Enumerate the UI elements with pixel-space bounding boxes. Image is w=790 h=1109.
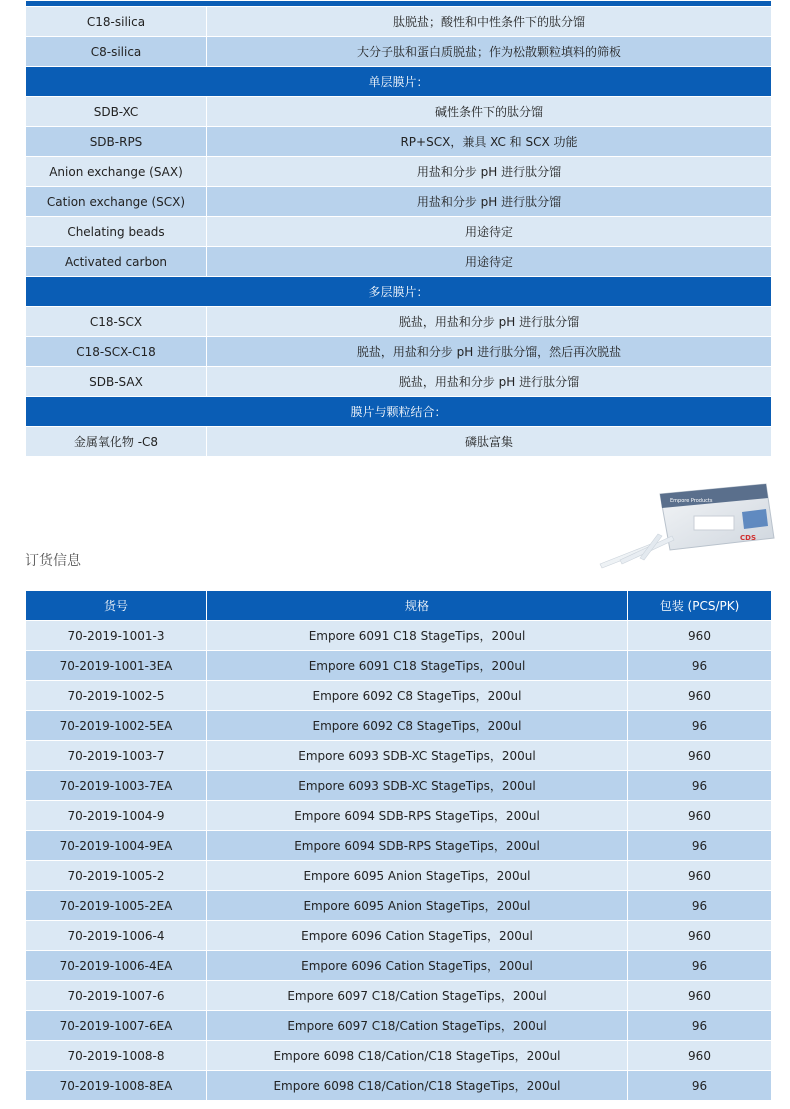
section-header-row (26, 67, 772, 97)
membrane-application: 用盐和分步 pH 进行肽分馏 (207, 157, 772, 187)
part-number-cell: 70-2019-1005-2EA (26, 891, 207, 921)
header-specification: 规格 (207, 591, 628, 621)
membrane-type: C18-SCX-C18 (26, 337, 207, 367)
section-header-row (26, 277, 772, 307)
membrane-application: 脱盐，用盐和分步 pH 进行肽分馏 (207, 367, 772, 397)
part-number-cell: 70-2019-1008-8EA (26, 1071, 207, 1101)
package-cell: 960 (628, 681, 772, 711)
package-cell: 960 (628, 861, 772, 891)
package-cell: 96 (628, 951, 772, 981)
package-cell: 96 (628, 891, 772, 921)
membrane-application: 大分子肽和蛋白质脱盐；作为松散颗粒填料的筛板 (207, 37, 772, 67)
membrane-type: SDB-RPS (26, 127, 207, 157)
membrane-application: RP+SCX，兼具 XC 和 SCX 功能 (207, 127, 772, 157)
package-cell: 96 (628, 711, 772, 741)
table-row (26, 187, 772, 217)
membrane-application: 用盐和分步 pH 进行肽分馏 (207, 187, 772, 217)
membrane-type: Cation exchange (SCX) (26, 187, 207, 217)
part-number-cell: 70-2019-1001-3 (26, 621, 207, 651)
specification-cell: Empore 6093 SDB-XC StageTips，200ul (207, 771, 628, 801)
part-number-cell: 70-2019-1002-5EA (26, 711, 207, 741)
package-cell: 960 (628, 621, 772, 651)
package-cell: 960 (628, 1041, 772, 1071)
table-row (26, 367, 772, 397)
membrane-type: SDB-SAX (26, 367, 207, 397)
part-number-cell: 70-2019-1005-2 (26, 861, 207, 891)
part-number-cell: 70-2019-1003-7 (26, 741, 207, 771)
membrane-application: 磷肽富集 (207, 427, 772, 457)
membrane-application: 碱性条件下的肽分馏 (207, 97, 772, 127)
header-part-number: 货号 (26, 591, 207, 621)
order-table-header (26, 591, 772, 621)
table-row (26, 307, 772, 337)
part-number-cell: 70-2019-1007-6EA (26, 1011, 207, 1041)
product-box-image (598, 476, 778, 586)
part-number-cell: 70-2019-1003-7EA (26, 771, 207, 801)
table-row (26, 921, 772, 951)
table-row (26, 801, 772, 831)
part-number-cell: 70-2019-1001-3EA (26, 651, 207, 681)
package-cell: 960 (628, 801, 772, 831)
table-row (26, 711, 772, 741)
specification-cell: Empore 6095 Anion StageTips，200ul (207, 861, 628, 891)
table-row (26, 741, 772, 771)
table-row (26, 1071, 772, 1101)
table-row (26, 891, 772, 921)
table-row (26, 97, 772, 127)
membrane-application: 用途待定 (207, 217, 772, 247)
table-row (26, 651, 772, 681)
part-number-cell: 70-2019-1002-5 (26, 681, 207, 711)
table-row (26, 1011, 772, 1041)
membrane-type: Anion exchange (SAX) (26, 157, 207, 187)
header-package: 包装 (PCS/PK) (628, 591, 772, 621)
specification-cell: Empore 6097 C18/Cation StageTips，200ul (207, 981, 628, 1011)
section-header-label: 单层膜片： (26, 67, 772, 97)
section-header-row (26, 397, 772, 427)
membrane-type: Activated carbon (26, 247, 207, 277)
specification-cell: Empore 6098 C18/Cation/C18 StageTips，200ul (207, 1071, 628, 1101)
table-row (26, 621, 772, 651)
table-row (26, 127, 772, 157)
package-cell: 960 (628, 921, 772, 951)
table-row (26, 217, 772, 247)
table-row (26, 37, 772, 67)
order-table (25, 590, 771, 1101)
membrane-type: C18-SCX (26, 307, 207, 337)
part-number-cell: 70-2019-1004-9 (26, 801, 207, 831)
section-header-label: 膜片与颗粒结合： (26, 397, 772, 427)
specification-cell: Empore 6092 C8 StageTips，200ul (207, 711, 628, 741)
specification-cell: Empore 6092 C8 StageTips，200ul (207, 681, 628, 711)
package-cell: 96 (628, 771, 772, 801)
table-row (26, 861, 772, 891)
table-row (26, 247, 772, 277)
specification-cell: Empore 6096 Cation StageTips，200ul (207, 921, 628, 951)
membrane-application: 用途待定 (207, 247, 772, 277)
table-row (26, 1041, 772, 1071)
table-row (26, 831, 772, 861)
specification-cell: Empore 6091 C18 StageTips，200ul (207, 621, 628, 651)
membrane-application: 脱盐，用盐和分步 pH 进行肽分馏，然后再次脱盐 (207, 337, 772, 367)
order-info-title: 订货信息 (25, 553, 81, 569)
specification-cell: Empore 6093 SDB-XC StageTips，200ul (207, 741, 628, 771)
product-box-label: Empore Products (670, 498, 713, 504)
part-number-cell: 70-2019-1004-9EA (26, 831, 207, 861)
specification-cell: Empore 6094 SDB-RPS StageTips，200ul (207, 831, 628, 861)
table-row (26, 771, 772, 801)
table-row (26, 681, 772, 711)
part-number-cell: 70-2019-1006-4EA (26, 951, 207, 981)
membrane-spec-table (25, 0, 771, 457)
table-row (26, 157, 772, 187)
section-header-label: 多层膜片： (26, 277, 772, 307)
membrane-type: C18-silica (26, 7, 207, 37)
package-cell: 96 (628, 831, 772, 861)
part-number-cell: 70-2019-1008-8 (26, 1041, 207, 1071)
table-row (26, 951, 772, 981)
membrane-type: Chelating beads (26, 217, 207, 247)
package-cell: 960 (628, 741, 772, 771)
package-cell: 96 (628, 1011, 772, 1041)
membrane-type: C8-silica (26, 37, 207, 67)
product-brand-logo: CDS (740, 534, 756, 542)
specification-cell: Empore 6091 C18 StageTips，200ul (207, 651, 628, 681)
membrane-type: SDB-XC (26, 97, 207, 127)
table-row (26, 981, 772, 1011)
package-cell: 960 (628, 981, 772, 1011)
part-number-cell: 70-2019-1006-4 (26, 921, 207, 951)
package-cell: 96 (628, 1071, 772, 1101)
table-row (26, 427, 772, 457)
membrane-application: 肽脱盐；酸性和中性条件下的肽分馏 (207, 7, 772, 37)
table-row (26, 337, 772, 367)
specification-cell: Empore 6096 Cation StageTips，200ul (207, 951, 628, 981)
specification-cell: Empore 6095 Anion StageTips，200ul (207, 891, 628, 921)
table-row (26, 7, 772, 37)
package-cell: 96 (628, 651, 772, 681)
membrane-application: 脱盐，用盐和分步 pH 进行肽分馏 (207, 307, 772, 337)
part-number-cell: 70-2019-1007-6 (26, 981, 207, 1011)
specification-cell: Empore 6097 C18/Cation StageTips，200ul (207, 1011, 628, 1041)
specification-cell: Empore 6098 C18/Cation/C18 StageTips，200ul (207, 1041, 628, 1071)
membrane-type: 金属氧化物 -C8 (26, 427, 207, 457)
specification-cell: Empore 6094 SDB-RPS StageTips，200ul (207, 801, 628, 831)
